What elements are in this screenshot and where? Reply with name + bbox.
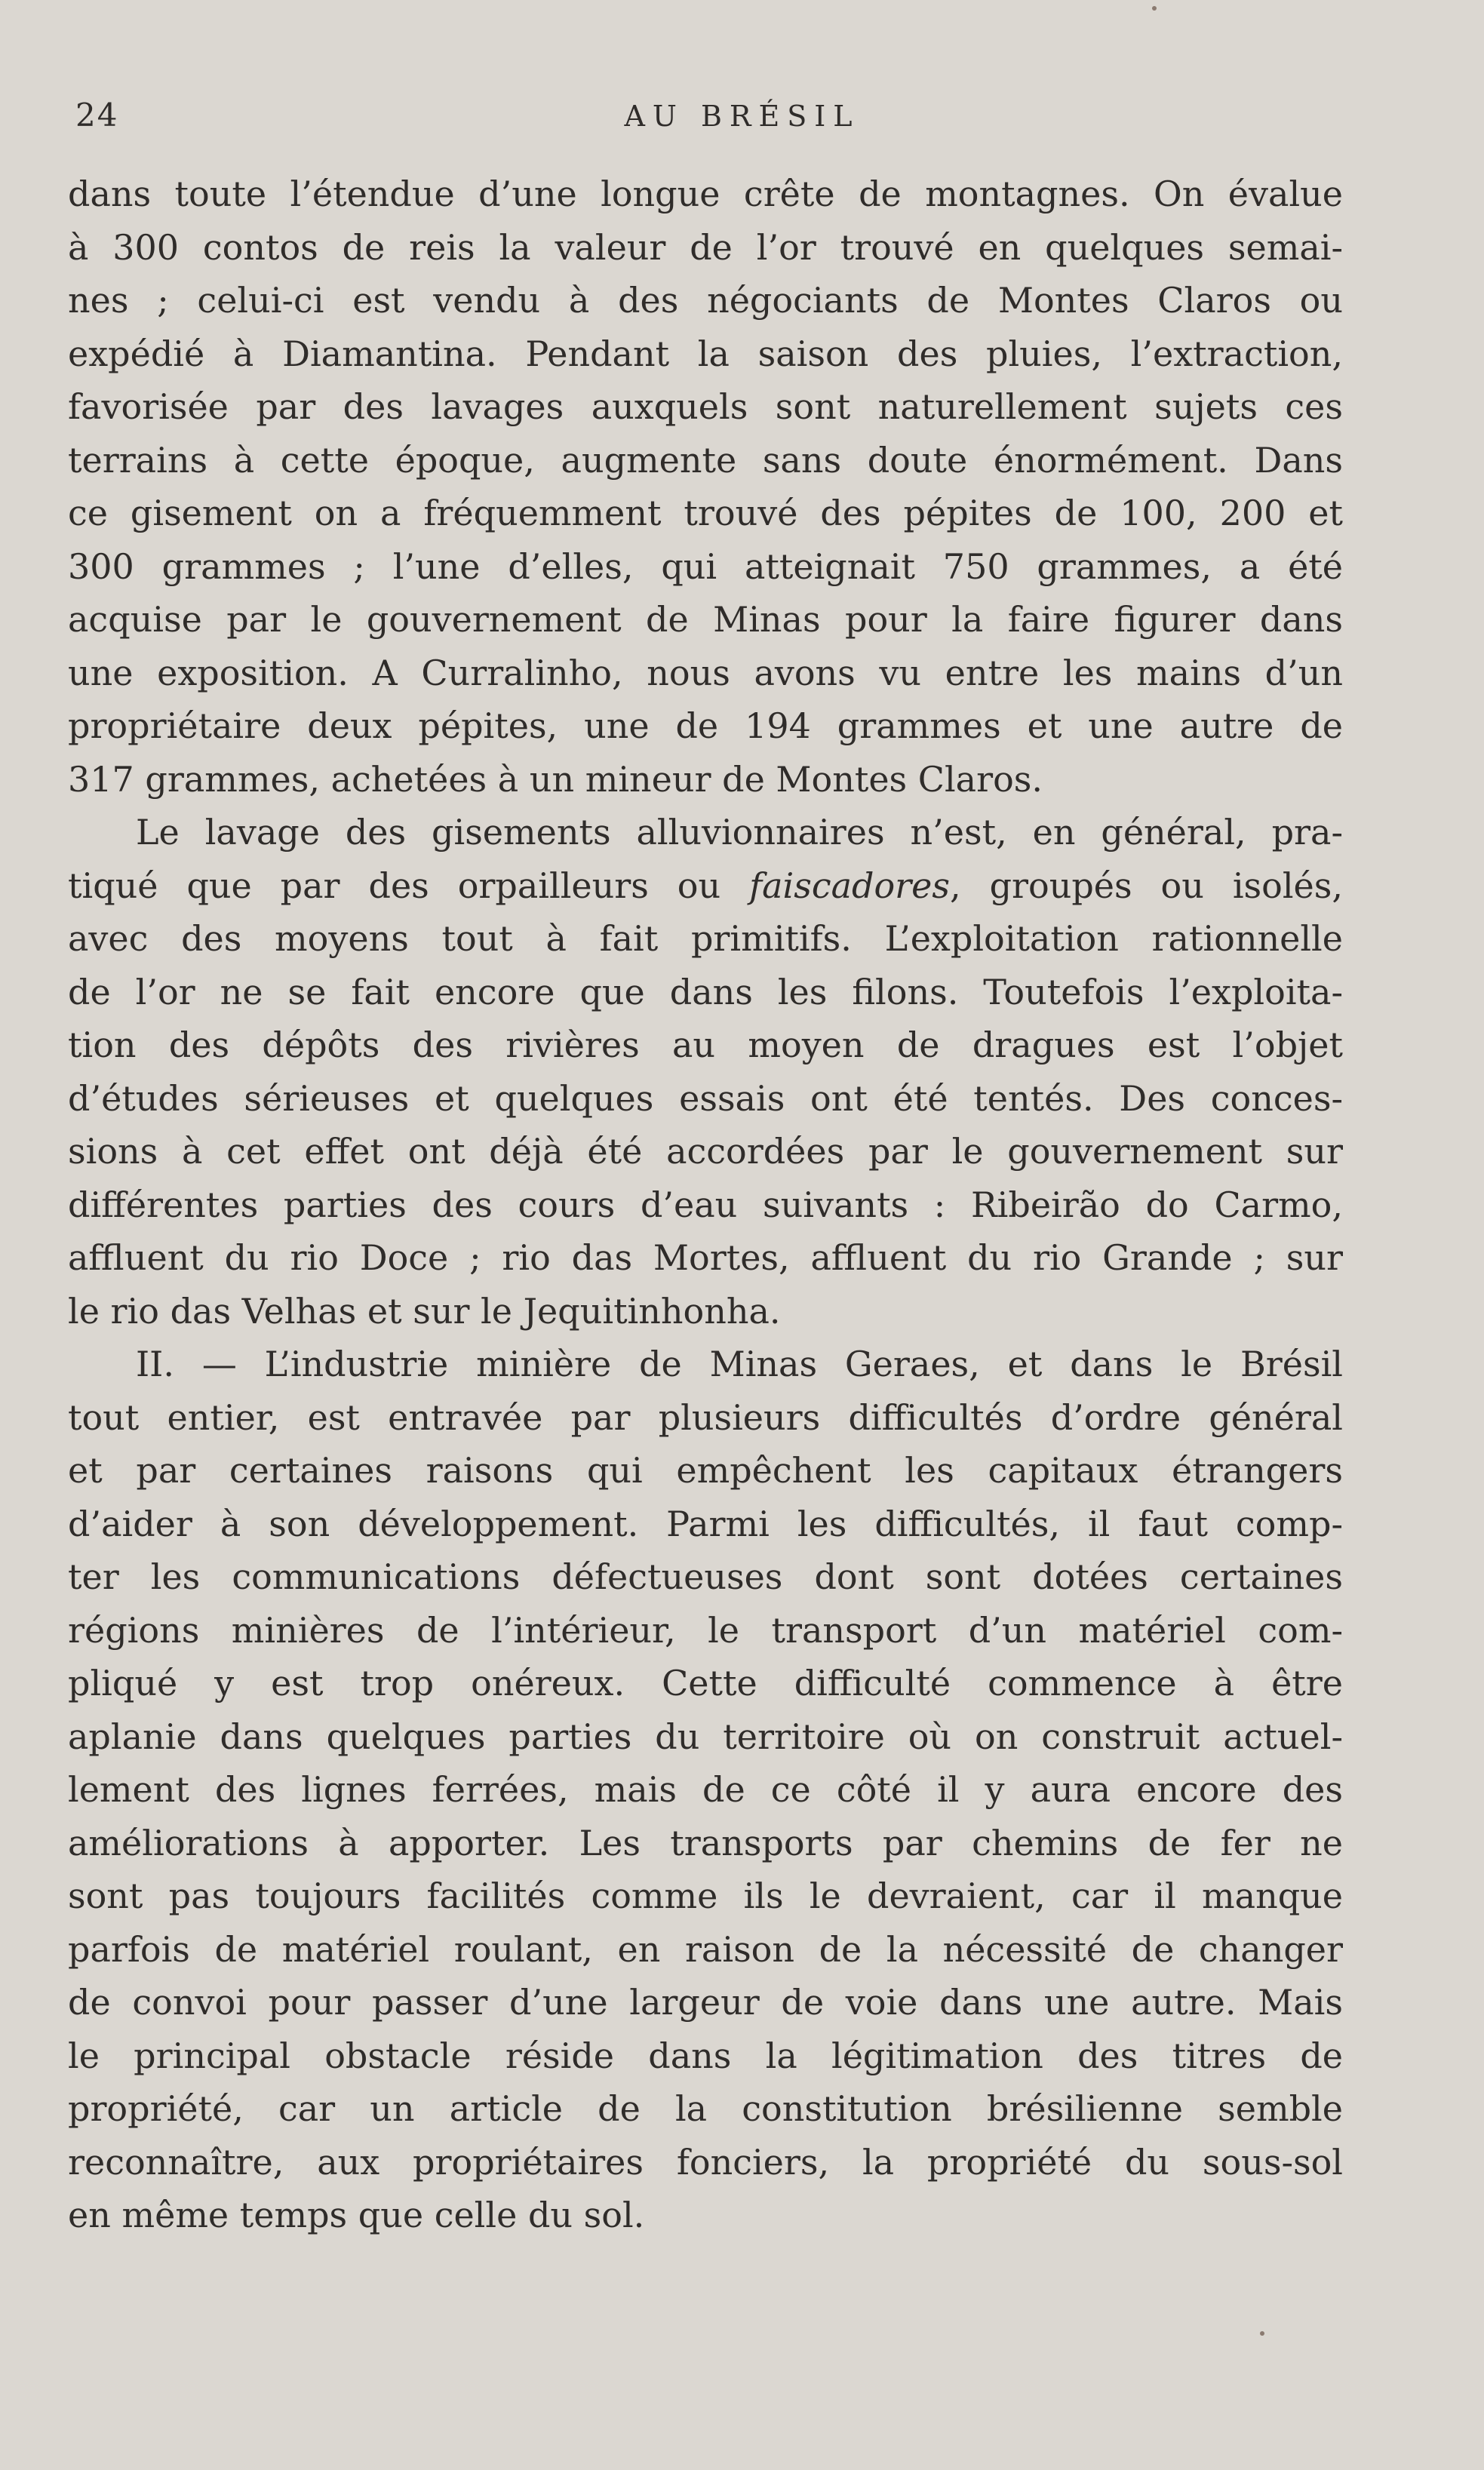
text-line: d’études sérieuses et quelques essais ont été tentés. Des conces- xyxy=(68,1077,1343,1119)
text-line: tout entier, est entravée par plusieurs difficultés d’ordre général xyxy=(68,1396,1343,1438)
paragraph-3 xyxy=(68,1338,1343,2242)
paper-speck xyxy=(1152,6,1157,11)
text-line: le rio das Velhas et sur le Jequitinhonha. xyxy=(68,1290,781,1332)
text-line: nes ; celui-ci est vendu à des négociants de Montes Claros ou xyxy=(68,280,1343,321)
running-title: AU BRÉSIL xyxy=(624,100,860,133)
text-line-with-italic xyxy=(68,859,1343,913)
text-line: aplanie dans quelques parties du territoire où on construit actuel- xyxy=(68,1716,1343,1757)
text-line: tion des dépôts des rivières au moyen de dragues est l’objet xyxy=(68,1025,1343,1065)
text-line: de convoi pour passer d’une largeur de voie dans une autre. Mais xyxy=(68,1982,1343,2023)
text-line: en même temps que celle du sol. xyxy=(68,2195,645,2235)
text-line: à 300 contos de reis la valeur de l’or trouvé en quelques semai- xyxy=(68,226,1343,268)
italic-term: faiscadores xyxy=(749,865,950,906)
text-run: , groupés ou isolés, xyxy=(950,865,1343,906)
text-line: le principal obstacle réside dans la légitimation des titres de xyxy=(68,2035,1343,2076)
page-header xyxy=(75,97,1409,142)
text-line: parfois de matériel roulant, en raison de la nécessité de changer xyxy=(68,1928,1343,1970)
text-line: propriétaire deux pépites, une de 194 grammes et une autre de xyxy=(68,705,1343,746)
text-run: tiqué que par des orpailleurs ou xyxy=(68,865,750,906)
text-line: régions minières de l’intérieur, le transport d’un matériel com- xyxy=(68,1609,1343,1651)
text-line: ce gisement on a fréquemment trouvé des pépites de 100, 200 et xyxy=(68,493,1343,533)
text-line: favorisée par des lavages auxquels sont naturellement sujets ces xyxy=(68,386,1343,427)
text-line: propriété, car un article de la constitution brésilienne semble xyxy=(68,2088,1343,2129)
text-line: affluent du rio Doce ; rio das Mortes, affluent du rio Grande ; sur xyxy=(68,1237,1343,1278)
text-line: d’aider à son développement. Parmi les difficultés, il faut comp- xyxy=(68,1503,1343,1544)
paper-speck xyxy=(1260,2331,1264,2336)
text-line: sont pas toujours facilités comme ils le devraient, car il manque xyxy=(68,1876,1343,1916)
text-line: Le lavage des gisements alluvionnaires n’est, en général, pra- xyxy=(136,812,1343,853)
text-line: ter les communications défectueuses dont sont dotées certaines xyxy=(68,1556,1343,1597)
text-line: et par certaines raisons qui empêchent les capitaux étrangers xyxy=(68,1450,1343,1491)
text-line: avec des moyens tout à fait primitifs. L’exploitation rationnelle xyxy=(68,918,1343,959)
text-line: une exposition. A Curralinho, nous avons vu entre les mains d’un xyxy=(68,652,1343,693)
page-number: 24 xyxy=(75,97,119,134)
paragraph-2 xyxy=(68,806,1343,1338)
text-line: acquise par le gouvernement de Minas pour la faire figurer dans xyxy=(68,599,1343,640)
text-line: 317 grammes, achetées à un mineur de Montes Claros. xyxy=(68,758,1043,800)
text-line: différentes parties des cours d’eau suivants : Ribeirão do Carmo, xyxy=(68,1184,1343,1225)
text-line: pliqué y est trop onéreux. Cette difficulté commence à être xyxy=(68,1663,1343,1704)
text-line: améliorations à apporter. Les transports par chemins de fer ne xyxy=(68,1822,1343,1863)
text-line: lement des lignes ferrées, mais de ce côté il y aura encore des xyxy=(68,1769,1343,1810)
text-line: 300 grammes ; l’une d’elles, qui atteignait 750 grammes, a été xyxy=(68,545,1343,587)
text-line: reconnaître, aux propriétaires fonciers, la propriété du sous-sol xyxy=(68,2141,1343,2183)
text-line: de l’or ne se fait encore que dans les filons. Toutefois l’exploita- xyxy=(68,971,1343,1012)
text-line: dans toute l’étendue d’une longue crête de montagnes. On évalue xyxy=(68,174,1343,214)
paragraph-1 xyxy=(68,167,1343,806)
text-line: expédié à Diamantina. Pendant la saison des pluies, l’extraction, xyxy=(68,333,1343,374)
text-line: terrains à cette époque, augmente sans doute énormément. Dans xyxy=(68,439,1343,481)
text-line: II. — L’industrie minière de Minas Geraes, et dans le Brésil xyxy=(136,1344,1343,1384)
page-body xyxy=(68,167,1343,2242)
text-line: sions à cet effet ont déjà été accordées par le gouvernement sur xyxy=(68,1131,1343,1172)
